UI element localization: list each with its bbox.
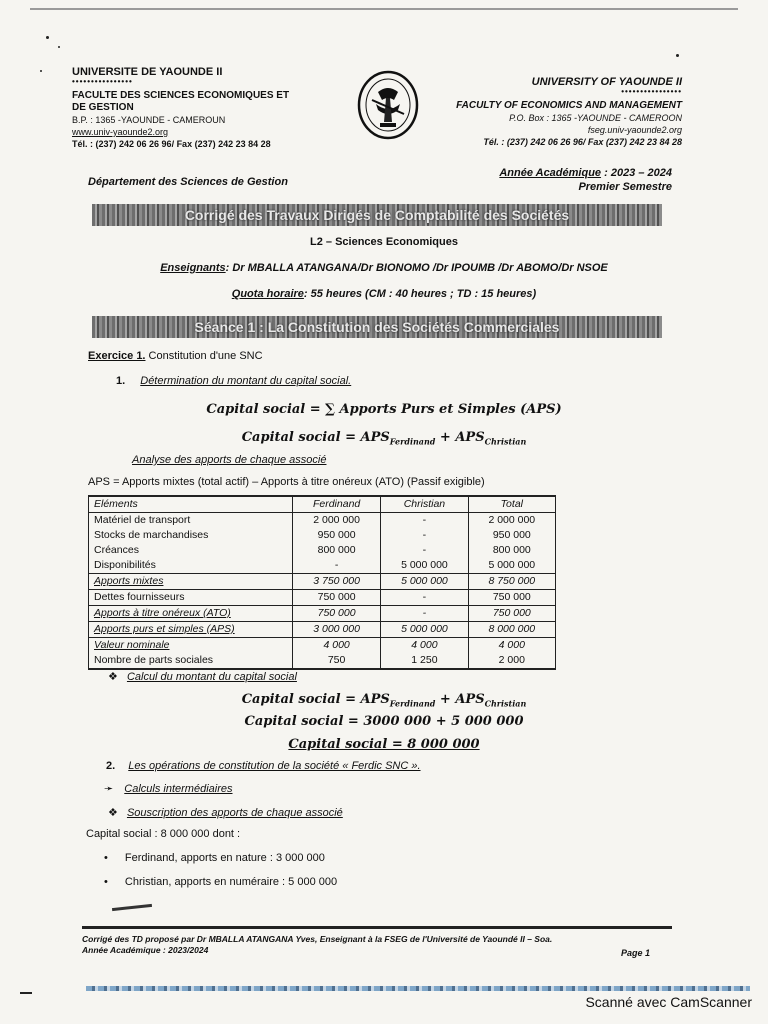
table-cell: 5 000 000 [468,558,555,574]
table-row [89,622,556,638]
formula-sub: Christian [484,436,527,447]
formula-sub: Ferdinand [389,698,436,709]
title-banner: Corrigé des Travaux Dirigés de Comptabilité des Sociétés [92,204,662,226]
phone-fr: Tél. : (237) 242 06 26 96/ Fax (237) 242 23 84 28 [72,139,271,149]
souscription-heading [108,806,343,819]
teachers-value: : Dr MBALLA ATANGANA/Dr BIONOMO /Dr IPOUMB /Dr ABOMO/Dr NSOE [225,262,608,274]
table-cell: Apports à titre onéreux (ATO) [89,606,293,622]
capital-line: Capital social : 8 000 000 dont : [86,828,241,840]
table-cell: 750 000 [468,606,555,622]
diamond-bullet-icon: ❖ [108,671,118,683]
list-item [104,852,325,864]
table-row [89,558,556,574]
table-header-cell: Eléments [89,496,293,513]
arrow-bullet-icon: ➛ [104,783,114,795]
faculty-fr-line2: DE GESTION [72,102,134,113]
quota-line [0,288,768,300]
footer-rule [82,926,672,929]
table-cell: 1 250 [381,653,468,669]
list-item [104,876,337,888]
table-cell: 4 000 [293,638,381,654]
analysis-title: Analyse des apports de chaque associé [132,454,327,466]
table-cell: 8 000 000 [468,622,555,638]
header-left [72,66,342,150]
page-number: Page 1 [620,948,650,958]
calc-title: Calcul du montant du capital social [126,671,297,683]
university-en: UNIVERSITY OF YAOUNDE II [531,76,682,88]
scan-speck [58,46,60,48]
aps-definition: APS = Apports mixtes (total actif) – Apports à titre onéreux (ATO) (Passif exigible) [88,476,485,488]
table-cell: Matériel de transport [89,513,293,529]
bullet-dot-icon: • [104,852,108,864]
table-cell: - [381,590,468,606]
table-cell: - [381,528,468,543]
table-row [89,590,556,606]
section2-title: Les opérations de constitution de la société « Ferdic SNC ». [128,760,421,772]
section1-number: 1. [116,375,126,387]
table-cell: Disponibilités [89,558,293,574]
section2-number: 2. [106,760,116,772]
academic-year [499,166,672,194]
table-row [89,638,556,654]
table-cell: Apports purs et simples (APS) [89,622,293,638]
table-cell: 750 [293,653,381,669]
quota-label: Quota horaire [231,288,304,300]
table-cell: Dettes fournisseurs [89,590,293,606]
table-cell: 950 000 [293,528,381,543]
session-banner: Séance 1 : La Constitution des Sociétés Commerciales [92,316,662,338]
exercise-heading [88,350,263,362]
table-header-cell: Christian [381,496,468,513]
scan-mark [20,992,32,994]
list-item-text: Ferdinand, apports en nature : 3 000 000 [124,852,325,864]
table-header-cell: Total [468,496,555,513]
formula-main: Capital social = APS [241,430,390,445]
academic-year-value: : 2023 – 2024 [604,167,672,179]
header-right [422,76,682,148]
table-cell: 3 750 000 [293,574,381,590]
address-en: P.O. Box : 1365 -YAOUNDE - CAMEROON [509,113,682,123]
table-cell: - [381,543,468,558]
table-cell: 2 000 [468,653,555,669]
table-row [89,653,556,669]
table-cell: Apports mixtes [89,574,293,590]
formula-capital-result: Capital social = 8 000 000 [288,737,480,752]
exercise-label: Exercice 1. [88,350,146,362]
table-cell: 5 000 000 [381,622,468,638]
phone-en: Tél. : (237) 242 06 26 96/ Fax (237) 242 23 84 28 [483,137,682,147]
formula-capital-values: Capital social = 3000 000 + 5 000 000 [244,714,524,729]
table-row [89,606,556,622]
footer-line1: Corrigé des TD proposé par Dr MBALLA ATANGANA Yves, Enseignant à la FSEG de l'Université de Yaoundé II – Soa. [82,934,553,944]
table-cell: 5 000 000 [381,558,468,574]
table-cell: - [381,513,468,529]
formula-capital-sum: Capital social = ∑ Apports Purs et Simples (APS) [206,402,562,417]
table-cell: 4 000 [381,638,468,654]
table-header-cell: Ferdinand [293,496,381,513]
camscanner-watermark: Scanné avec CamScanner [585,994,752,1010]
table-cell: - [381,606,468,622]
scan-edge-bar [86,986,750,991]
scan-speck [676,54,679,57]
table-cell: 800 000 [468,543,555,558]
table-cell: - [293,558,381,574]
formula-capital-aps [0,430,768,447]
table-cell: Nombre de parts sociales [89,653,293,669]
address-fr: B.P. : 1365 -YAOUNDE - CAMEROUN [72,115,226,125]
top-scan-line [30,8,738,10]
table-cell: Valeur nominale [89,638,293,654]
formula-capital-aps-2 [0,692,768,709]
section1-title: Détermination du montant du capital social. [140,375,352,387]
contributions-table [88,495,556,670]
table-row [89,543,556,558]
table-cell: Stocks de marchandises [89,528,293,543]
website-fr: www.univ-yaounde2.org [72,127,169,137]
teachers-label: Enseignants [160,262,226,274]
formula-sub: Ferdinand [389,436,436,447]
header-dots: •••••••••••••••• [621,87,682,96]
footer [82,934,652,956]
list-item-text: Christian, apports en numéraire : 5 000 000 [124,876,338,888]
calc-inter-title: Calculs intermédiaires [124,783,233,795]
formula-sub: Christian [484,698,527,709]
souscription-title: Souscription des apports de chaque associé [126,807,343,819]
table-cell: 2 000 000 [293,513,381,529]
header-dots: •••••••••••••••• [72,77,133,86]
table-cell: 4 000 [468,638,555,654]
table-cell: 2 000 000 [468,513,555,529]
department: Département des Sciences de Gestion [88,176,288,188]
website-en: fseg.univ-yaounde2.org [587,125,682,135]
section2-heading [106,760,421,772]
faculty-fr-line1: FACULTE DES SCIENCES ECONOMIQUES ET [72,90,290,101]
scan-mark [112,904,152,911]
formula-main: Capital social = APS [241,692,390,707]
scan-speck [46,36,49,39]
bullet-dot-icon: • [104,876,108,888]
table-cell: 8 750 000 [468,574,555,590]
exercise-title: Constitution d'une SNC [145,350,263,362]
calc-inter-heading [104,782,233,795]
university-fr: UNIVERSITE DE YAOUNDE II [72,66,223,78]
table-cell: Créances [89,543,293,558]
table-cell: 3 000 000 [293,622,381,638]
table-cell: 950 000 [468,528,555,543]
table-cell: 750 000 [468,590,555,606]
diamond-bullet-icon: ❖ [108,807,118,819]
quota-value: : 55 heures (CM : 40 heures ; TD : 15 heures) [303,288,537,300]
faculty-en: FACULTY OF ECONOMICS AND MANAGEMENT [456,100,682,111]
academic-year-label: Année Académique [499,167,602,179]
semester: Premier Semestre [578,181,672,193]
section1-heading [116,375,351,387]
table-header-row [89,496,556,513]
table-cell: 800 000 [293,543,381,558]
table-cell: 750 000 [293,590,381,606]
table-row [89,528,556,543]
teachers-line [0,262,768,274]
scan-speck [40,70,42,72]
calc-heading [108,670,297,683]
university-seal-icon [356,70,420,140]
footer-line2: Année Académique : 2023/2024 [82,945,209,955]
formula-plus: + APS [435,430,485,445]
formula-plus: + APS [435,692,485,707]
table-cell: 750 000 [293,606,381,622]
table-row [89,574,556,590]
level-line: L2 – Sciences Economiques [310,236,458,248]
table-cell: 5 000 000 [381,574,468,590]
table-row [89,513,556,529]
